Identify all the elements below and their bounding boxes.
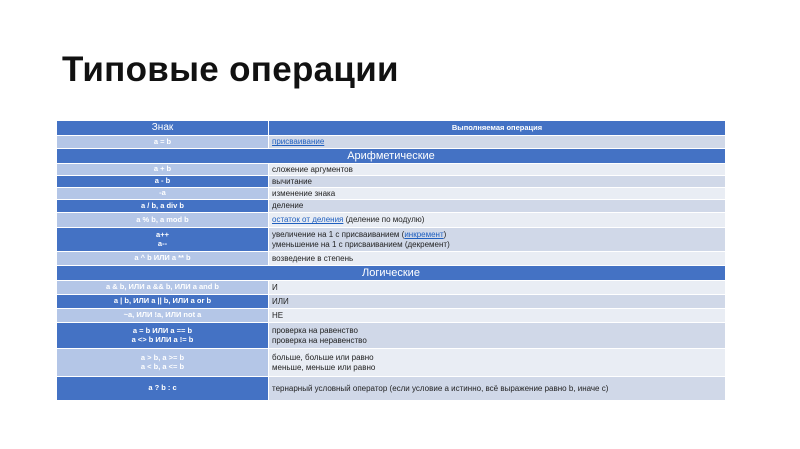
sign-cell: -a (57, 188, 269, 200)
sign-cell: a / b, a div b (57, 200, 269, 213)
desc-cell: возведение в степень (269, 252, 726, 266)
table-row (57, 349, 726, 377)
desc-line: уменьшение на 1 с присваиванием (декремент) (272, 239, 450, 249)
desc-cell: вычитание (269, 176, 726, 188)
sign-cell: a - b (57, 176, 269, 188)
section-row-logic (57, 266, 726, 281)
table-row (57, 295, 726, 309)
sign-cell: ~a, ИЛИ !a, ИЛИ not a (57, 309, 269, 323)
sign-line: a > b, a >= b (140, 352, 185, 362)
table-row (57, 200, 726, 213)
table-row (57, 281, 726, 295)
desc-cell (269, 323, 726, 349)
sign-cell (57, 228, 269, 252)
desc-cell (269, 213, 726, 228)
sign-cell: a | b, ИЛИ a || b, ИЛИ a or b (57, 295, 269, 309)
section-row-arithmetic (57, 149, 726, 164)
table-row (57, 309, 726, 323)
table-row (57, 377, 726, 401)
desc-line: больше, больше или равно (272, 353, 374, 363)
increment-link[interactable]: инкремент (404, 230, 444, 240)
sign-cell (57, 349, 269, 377)
table-header-row (57, 121, 726, 136)
desc-cell: сложение аргументов (269, 164, 726, 176)
sign-cell: a ? b : c (57, 377, 269, 401)
table-row (57, 323, 726, 349)
sign-line: a-- (157, 238, 168, 248)
sign-cell: a ^ b ИЛИ a ** b (57, 252, 269, 266)
desc-line: меньше, меньше или равно (272, 362, 376, 372)
table-row (57, 228, 726, 252)
assignment-link[interactable]: присваивание (272, 137, 325, 147)
desc-cell: ИЛИ (269, 295, 726, 309)
table-row (57, 136, 726, 149)
desc-text: (деление по модулю) (343, 215, 425, 225)
desc-cell: деление (269, 200, 726, 213)
desc-cell (269, 136, 726, 149)
desc-line: проверка на неравенство (272, 335, 367, 345)
sign-line: a++ (156, 229, 169, 239)
operations-table (56, 120, 726, 401)
header-sign: Знак (57, 121, 269, 136)
sign-cell: a & b, ИЛИ a && b, ИЛИ a and b (57, 281, 269, 295)
section-title: Логические (57, 266, 726, 281)
desc-cell: И (269, 281, 726, 295)
header-operation: Выполняемая операция (269, 121, 726, 136)
modulo-link[interactable]: остаток от деления (272, 215, 344, 225)
desc-cell (269, 228, 726, 252)
table-row (57, 176, 726, 188)
slide-title: Типовые операции (62, 50, 399, 89)
table-row (57, 188, 726, 200)
table-row (57, 164, 726, 176)
sign-line: a = b ИЛИ a == b (132, 325, 193, 335)
desc-cell: НЕ (269, 309, 726, 323)
sign-cell: a = b (57, 136, 269, 149)
sign-cell: a % b, a mod b (57, 213, 269, 228)
desc-cell: тернарный условный оператор (если условие a истинно, всё выражение равно b, иначе c) (269, 377, 726, 401)
sign-cell (57, 323, 269, 349)
desc-line: увеличение на 1 с присваиванием (инкремент) (272, 230, 447, 240)
table-row (57, 213, 726, 228)
sign-line: a < b, a <= b (140, 361, 185, 371)
sign-line: a <> b ИЛИ a != b (131, 334, 194, 344)
desc-cell (269, 349, 726, 377)
sign-cell: a + b (57, 164, 269, 176)
desc-cell: изменение знака (269, 188, 726, 200)
table-row (57, 252, 726, 266)
desc-line: проверка на равенство (272, 326, 358, 336)
section-title: Арифметические (57, 149, 726, 164)
